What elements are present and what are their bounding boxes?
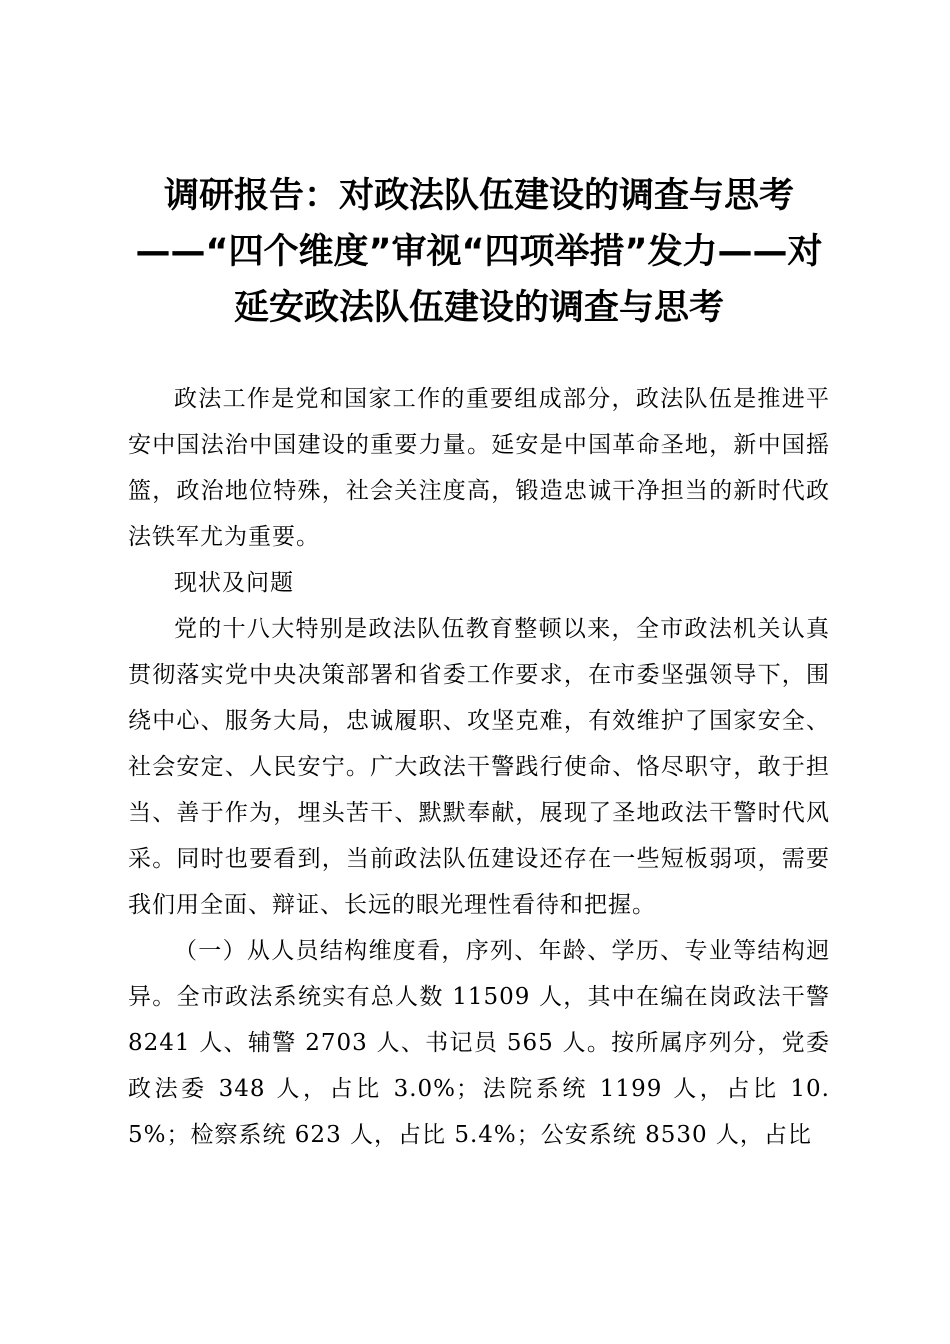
paragraph-status: 党的十八大特别是政法队伍教育整顿以来，全市政法机关认真贯彻落实党中央决策部署和省委工作要求，在市委坚强领导下，围绕中心、服务大局，忠诚履职、攻坚克难，有效维护了国家安全、社会安定、人民安宁。广大政法干警践行使命、恪尽职守，敢于担当、善于作为，埋头苦干、默默奉献，展现了圣地政法干警时代风采。同时也要看到，当前政法队伍建设还存在一些短板弱项，需要我们用全面、辩证、长远的眼光理性看待和把握。 [128,616,830,918]
document-body [128,376,830,1158]
document-title: 调研报告：对政法队伍建设的调查与思考——“四个维度”审视“四项举措”发力——对延安政法队伍建设的调查与思考 [135,176,823,328]
paragraph-intro: 政法工作是党和国家工作的重要组成部分，政法队伍是推进平安中国法治中国建设的重要力量。延安是中国革命圣地，新中国摇篮，政治地位特殊，社会关注度高，锻造忠诚干净担当的新时代政法铁军尤为重要。 [128,386,830,550]
paragraph-personnel-structure: （一）从人员结构维度看，序列、年龄、学历、专业等结构迥异。全市政法系统实有总人数 11509 人，其中在编在岗政法干警 8241 人、辅警 2703 人、书记员 565 人。按所属序列分，党委政法委 348 人，占比 3.0%；法院系统 1199 人，占比 10.5%；检察系统 623 人，占比 5.4%；公安系统 8530 人，占比 [128,938,830,1148]
section-heading: 现状及问题 [174,570,294,596]
